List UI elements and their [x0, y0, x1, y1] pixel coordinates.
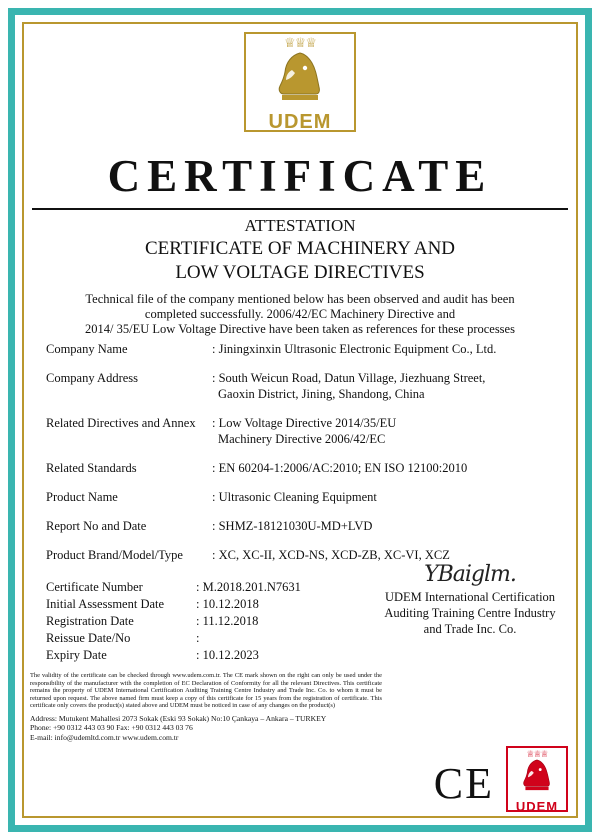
detail-row — [30, 596, 370, 613]
udem-red-logo — [506, 746, 568, 812]
ce-mark-icon: CE — [433, 759, 494, 808]
detail-label: Expiry Date — [46, 648, 107, 662]
intro-line-3: 2014/ 35/EU Low Voltage Directive have been taken as references for these processes — [85, 322, 515, 336]
field-row — [30, 489, 570, 505]
field-value — [212, 489, 570, 505]
field-label: Related Directives and Annex — [46, 416, 196, 430]
conformity-marks — [434, 746, 568, 812]
attestation-heading: ATTESTATION — [244, 216, 356, 235]
detail-label: Reissue Date/No — [46, 631, 131, 645]
crown-icon: ♕♕♕ — [526, 749, 548, 759]
subtitle-line-1: CERTIFICATE OF MACHINERY AND — [144, 238, 456, 259]
field-value — [212, 370, 570, 402]
phone-line: Phone: +90 0312 443 03 90 Fax: +90 0312 443 03 76 — [30, 723, 193, 733]
field-value — [212, 341, 570, 357]
intro-paragraph — [30, 292, 570, 337]
field-label: Report No and Date — [46, 519, 147, 533]
logo-header — [30, 32, 570, 132]
field-value-line-1: : Low Voltage Directive 2014/35/EU — [212, 416, 397, 430]
detail-row — [30, 579, 370, 596]
detail-row — [30, 630, 370, 647]
email-line: E-mail: info@udemltd.com.tr www.udem.com.tr — [30, 732, 179, 742]
detail-value: : — [196, 631, 200, 645]
field-value — [212, 518, 570, 534]
field-value-line-1: : South Weicun Road, Datun Village, Jiezhuang Street, — [212, 371, 486, 385]
field-value-line-1: : Jiningxinxin Ultrasonic Electronic Equipment Co., Ltd. — [212, 342, 497, 356]
intro-line-2: completed successfully. 2006/42/EC Machinery Directive and — [144, 307, 456, 321]
field-row — [30, 518, 570, 534]
page-title: CERTIFICATE — [107, 151, 493, 201]
field-value-line-2: Gaoxin District, Jining, Shandong, China — [218, 387, 425, 401]
detail-value: : 11.12.2018 — [196, 614, 259, 628]
handwritten-signature: YBaiglm. — [424, 562, 516, 587]
signature-line-2: Auditing Training Centre Industry — [384, 606, 556, 620]
certificate-details-list — [30, 579, 370, 664]
field-value-line-2: Machinery Directive 2006/42/EC — [218, 432, 386, 446]
field-value — [212, 547, 570, 563]
field-value-line-1: : EN 60204-1:2006/AC:2010; EN ISO 12100:2010 — [212, 461, 468, 475]
knight-chess-piece-icon — [274, 50, 326, 111]
logo-text: UDEM — [268, 111, 332, 133]
signature-block — [370, 563, 570, 637]
detail-label: Registration Date — [46, 614, 134, 628]
signature-caption — [370, 589, 570, 637]
udem-red-text: UDEM — [515, 799, 559, 814]
detail-value: : M.2018.201.N7631 — [196, 580, 301, 594]
knight-chess-piece-icon — [520, 758, 554, 799]
detail-label: Certificate Number — [46, 580, 143, 594]
fineprint-text: The validity of the certificate can be checked through www.udem.com.tr. The CE mark shown on the right can only be used under the responsibility of the manufacturer with the completion of EC Declaration of Conformity for all the relevant Directives. This certificate remains the property of UDEM International Certification Auditing Training Centre Industry and Trade Inc. Co. to whom it must be returned upon request. The above named firm must keep a copy of this certificate for 15 years from the registration of certificate. This certificate only covers the product(s) stated above and UDEM must be noticed in case of any changes on the product(s) — [30, 672, 382, 710]
intro-line-1: Technical file of the company mentioned below has been observed and audit has been — [85, 292, 515, 306]
signature-line-3: and Trade Inc. Co. — [423, 622, 517, 636]
address-line: Address: Mutukent Mahallesi 2073 Sokak (Eski 93 Sokak) No:10 Çankaya – Ankara – TURKEY — [30, 713, 327, 723]
field-value-line-1: : Ultrasonic Cleaning Equipment — [212, 490, 377, 504]
detail-row — [30, 647, 370, 664]
field-label: Product Brand/Model/Type — [46, 548, 183, 562]
field-label: Product Name — [46, 490, 118, 504]
detail-label: Initial Assessment Date — [46, 597, 165, 611]
field-value — [212, 415, 570, 447]
detail-row — [30, 613, 370, 630]
field-row — [30, 547, 570, 563]
signature-line-1: UDEM International Certification — [384, 590, 556, 604]
field-label: Company Name — [46, 342, 128, 356]
field-list — [30, 341, 570, 563]
field-label: Related Standards — [46, 461, 137, 475]
title-divider — [32, 208, 568, 210]
field-value-line-1: : XC, XC-II, XCD-NS, XCD-ZB, XC-VI, XCZ — [212, 548, 450, 562]
detail-value: : 10.12.2018 — [196, 597, 259, 611]
field-row — [30, 415, 570, 447]
crown-icon: ♕♕♕ — [284, 35, 316, 50]
subtitle-line-2: LOW VOLTAGE DIRECTIVES — [175, 262, 425, 283]
field-value — [212, 460, 570, 476]
contact-block — [30, 714, 400, 743]
field-value-line-1: : SHMZ-18121030U-MD+LVD — [212, 519, 373, 533]
field-row — [30, 341, 570, 357]
detail-value: : 10.12.2023 — [196, 648, 259, 662]
certificate-details — [30, 562, 570, 664]
certificate-content — [30, 28, 570, 814]
field-row — [30, 370, 570, 402]
field-label: Company Address — [46, 371, 139, 385]
udem-logo — [244, 32, 356, 132]
field-row — [30, 460, 570, 476]
